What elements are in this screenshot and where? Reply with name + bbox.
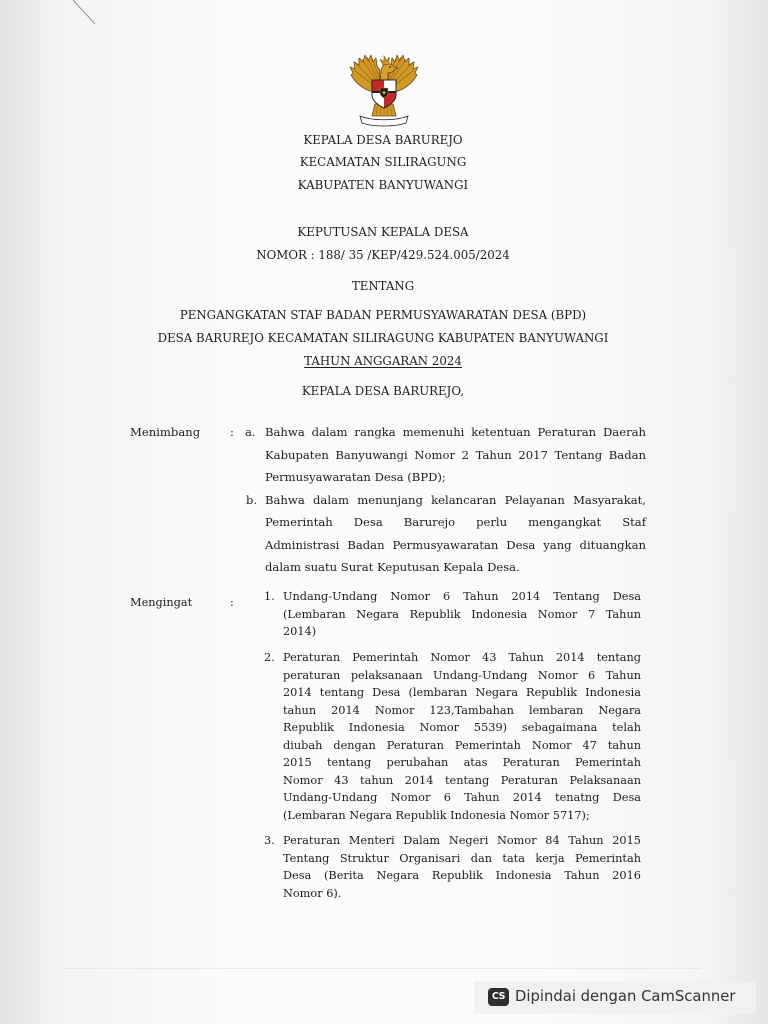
item-marker: 2.	[264, 651, 275, 665]
text-line: Nomor 43 tahun 2014 tentang Peraturan Pelaksanaan	[283, 773, 641, 787]
item-marker: 1.	[264, 590, 275, 604]
text-line: Desa (Berita Negara Republik Indonesia Tahun 2016	[283, 869, 641, 883]
decree-subject-line: DESA BARUREJO KECAMATAN SILIRAGUNG KABUPATEN BANYUWANGI	[157, 331, 609, 345]
menimbang-colon: :	[230, 425, 234, 439]
decree-subject-line: PENGANGKATAN STAF BADAN PERMUSYAWARATAN DESA (BPD)	[179, 308, 587, 322]
text-line: Bahwa dalam menunjang kelancaran Pelayanan Masyarakat,	[265, 492, 646, 507]
text-line: 2014 tentang Desa (lembaran Negara Republik Indonesia	[283, 686, 641, 700]
item-text	[265, 421, 646, 489]
item-text	[283, 832, 641, 902]
text-line: (Lembaran Negara Republik Indonesia Nomor 7 Tahun	[283, 607, 641, 621]
text-line: Nomor 6).	[283, 886, 342, 900]
item-text	[283, 649, 641, 824]
text-line: Pemerintah Desa Barurejo perlu mengangkat Staf	[265, 515, 646, 529]
menimbang-label: Menimbang	[130, 425, 201, 439]
watermark-text: Dipindai dengan CamScanner	[515, 988, 736, 1005]
text-line: Administrasi Badan Permusyawaratan Desa yang dituangkan	[265, 537, 646, 552]
item-marker: a.	[245, 425, 256, 439]
item-text	[265, 489, 646, 579]
decree-subject-year	[0, 353, 766, 369]
text-line: peraturan pelaksanaan Undang-Undang Nomor 6 Tahun	[283, 668, 641, 682]
text-line: Kabupaten Banyuwangi Nomor 2 Tahun 2017 Tentang Badan	[265, 447, 646, 462]
text-line: Peraturan Menteri Dalam Negeri Nomor 84 Tahun 2015	[283, 834, 641, 848]
text-line: dalam suatu Surat Keputusan Kepala Desa.	[265, 560, 520, 574]
header-village-head: KEPALA DESA BARUREJO	[303, 133, 463, 147]
item-text	[283, 588, 641, 641]
decree-about-label: TENTANG	[351, 279, 415, 293]
text-line: Tentang Struktur Organisari dan tata kerja Pemerintah	[283, 851, 641, 865]
header-regency: KABUPATEN BANYUWANGI	[297, 178, 469, 192]
text-line: Undang-Undang Nomor 6 Tahun 2014 Tentang Desa	[283, 590, 641, 604]
text-line: Permusyawaratan Desa (BPD);	[265, 470, 446, 484]
text-line: tahun 2014 Nomor 123,Tambahan lembaran Negara	[283, 703, 641, 717]
garuda-emblem	[346, 48, 422, 128]
decree-subject-year-text: TAHUN ANGGARAN 2024	[304, 354, 462, 368]
camscanner-watermark	[474, 981, 756, 1014]
scan-artifact-dots	[66, 968, 700, 969]
camscanner-logo-icon: CS	[488, 988, 509, 1006]
text-line: Peraturan Pemerintah Nomor 43 Tahun 2014 tentang	[283, 651, 641, 665]
header-district: KECAMATAN SILIRAGUNG	[299, 155, 467, 169]
item-marker: b.	[246, 492, 258, 507]
text-line: diubah dengan Peraturan Pemerintah Nomor 47 tahun	[283, 738, 641, 752]
text-line: (Lembaran Negara Republik Indonesia Nomor 5717);	[283, 808, 590, 822]
decree-number: NOMOR : 188/ 35 /KEP/429.524.005/2024	[256, 248, 510, 262]
text-line: Bahwa dalam rangka memenuhi ketentuan Peraturan Daerah	[265, 425, 646, 439]
mengingat-colon: :	[230, 595, 234, 609]
mengingat-label: Mengingat	[130, 595, 193, 609]
text-line: 2014)	[283, 625, 317, 639]
item-marker: 3.	[264, 834, 275, 848]
scan-artifact-line	[70, 0, 100, 26]
decree-issuer: KEPALA DESA BARUREJO,	[301, 384, 465, 398]
decree-title: KEPUTUSAN KEPALA DESA	[297, 225, 469, 239]
text-line: Republik Indonesia Nomor 5539) sebagaimana telah	[283, 721, 641, 735]
text-line: Undang-Undang Nomor 6 Tahun 2014 tenatng Desa	[283, 791, 641, 805]
text-line: 2015 tentang perubahan atas Peraturan Pemerintah	[283, 756, 641, 770]
